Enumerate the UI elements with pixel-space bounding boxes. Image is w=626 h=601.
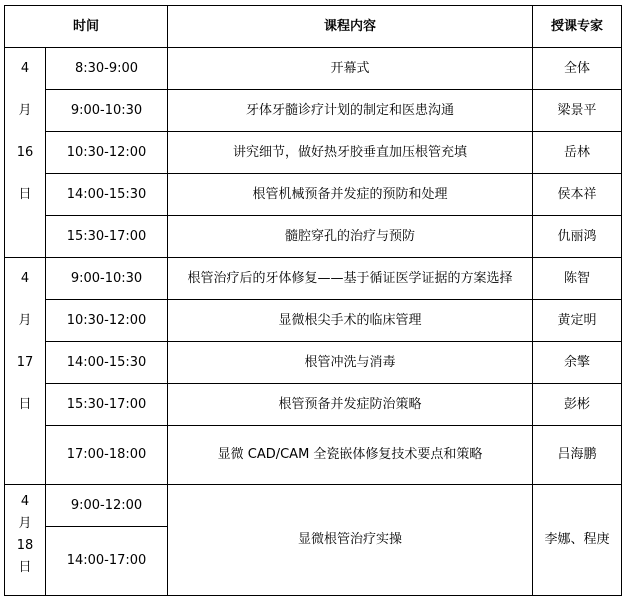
session-content: 牙体牙髓诊疗计划的制定和医患沟通 <box>168 90 533 132</box>
session-time: 9:00-12:00 <box>46 485 168 527</box>
table-row <box>5 426 622 485</box>
table-row <box>5 485 622 527</box>
session-content: 显微 CAD/CAM 全瓷嵌体修复技术要点和策略 <box>168 426 533 485</box>
session-content: 髓腔穿孔的治疗与预防 <box>168 216 533 258</box>
session-time: 15:30-17:00 <box>46 216 168 258</box>
session-expert: 岳林 <box>533 132 622 174</box>
table-row <box>5 48 622 90</box>
header-time: 时间 <box>5 6 168 48</box>
table-row <box>5 132 622 174</box>
session-content: 根管冲洗与消毒 <box>168 342 533 384</box>
day-label-16: 4 月 16 日 <box>5 48 46 258</box>
header-content: 课程内容 <box>168 6 533 48</box>
session-content: 根管机械预备并发症的预防和处理 <box>168 174 533 216</box>
session-time: 8:30-9:00 <box>46 48 168 90</box>
session-content: 讲究细节，做好热牙胶垂直加压根管充填 <box>168 132 533 174</box>
session-content: 根管预备并发症防治策略 <box>168 384 533 426</box>
session-expert: 仇丽鸿 <box>533 216 622 258</box>
day-label-17: 4 月 17 日 <box>5 258 46 485</box>
session-time: 14:00-15:30 <box>46 342 168 384</box>
session-time: 9:00-10:30 <box>46 90 168 132</box>
session-expert: 彭彬 <box>533 384 622 426</box>
session-expert: 李娜、程庚 <box>533 485 622 596</box>
schedule-table <box>4 5 622 596</box>
header-expert: 授课专家 <box>533 6 622 48</box>
session-time: 9:00-10:30 <box>46 258 168 300</box>
session-expert: 全体 <box>533 48 622 90</box>
session-time: 17:00-18:00 <box>46 426 168 485</box>
session-content: 显微根管治疗实操 <box>168 485 533 596</box>
session-content: 显微根尖手术的临床管理 <box>168 300 533 342</box>
session-time: 10:30-12:00 <box>46 300 168 342</box>
day-label-18: 4 月 18 日 <box>5 485 46 596</box>
table-row <box>5 216 622 258</box>
session-expert: 侯本祥 <box>533 174 622 216</box>
session-time: 15:30-17:00 <box>46 384 168 426</box>
session-expert: 陈智 <box>533 258 622 300</box>
header-row <box>5 6 622 48</box>
session-expert: 吕海鹏 <box>533 426 622 485</box>
session-expert: 黄定明 <box>533 300 622 342</box>
session-expert: 梁景平 <box>533 90 622 132</box>
session-time: 14:00-15:30 <box>46 174 168 216</box>
table-row <box>5 258 622 300</box>
table-row <box>5 300 622 342</box>
session-time: 10:30-12:00 <box>46 132 168 174</box>
session-content: 开幕式 <box>168 48 533 90</box>
session-expert: 余擎 <box>533 342 622 384</box>
table-row <box>5 174 622 216</box>
table-row <box>5 90 622 132</box>
session-content: 根管治疗后的牙体修复——基于循证医学证据的方案选择 <box>168 258 533 300</box>
table-row <box>5 342 622 384</box>
session-time: 14:00-17:00 <box>46 527 168 596</box>
table-row <box>5 384 622 426</box>
